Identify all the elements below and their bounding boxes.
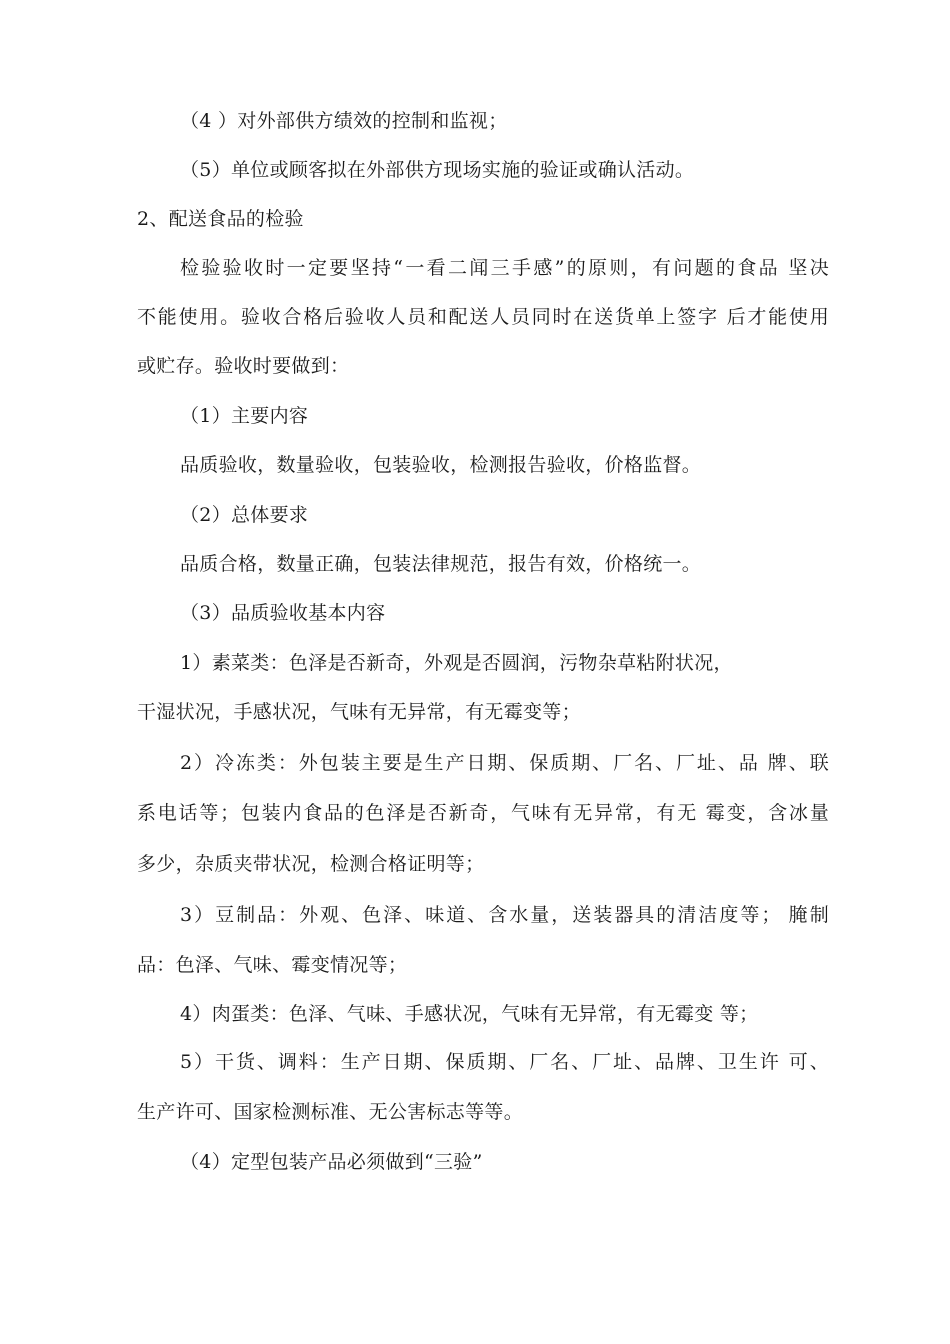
list-item-soy-products: 3）豆制品：外观、色泽、味道、含水量，送装器具的清洁度等； 腌制: [180, 904, 829, 926]
paragraph-line: 系电话等；包装内食品的色泽是否新奇，气味有无异常，有无 霉变，含冰量: [137, 802, 829, 824]
list-item-vegetables: 1）素菜类：色泽是否新奇，外观是否圆润，污物杂草粘附状况，: [180, 652, 733, 674]
subheading-three-checks: （4）定型包装产品必须做到“三验”: [180, 1151, 483, 1173]
paragraph-line: 品质验收，数量验收，包装验收，检测报告验收，价格监督。: [180, 454, 702, 476]
paragraph-line: 或贮存。验收时要做到：: [137, 355, 350, 377]
paragraph-line: 不能使用。验收合格后验收人员和配送人员同时在送货单上签字 后才能使用: [137, 306, 829, 328]
paragraph-line: 多少，杂质夹带状况，检测合格证明等；: [137, 853, 485, 875]
list-item-5-onsite-verification: （5）单位或顾客拟在外部供方现场实施的验证或确认活动。: [180, 159, 695, 181]
paragraph-line: 品：色泽、气味、霉变情况等；: [137, 954, 408, 976]
subheading-general-requirements: （2）总体要求: [180, 504, 309, 526]
subheading-main-content: （1）主要内容: [180, 405, 309, 427]
list-item-meat-eggs: 4）肉蛋类：色泽、气味、手感状况，气味有无异常，有无霉变 等；: [180, 1003, 759, 1025]
paragraph-line: 生产许可、国家检测标准、无公害标志等等。: [137, 1101, 524, 1123]
list-item-frozen: 2）冷冻类：外包装主要是生产日期、保质期、厂名、厂址、品 牌、联: [180, 752, 829, 774]
list-item-dry-goods: 5）干货、调料：生产日期、保质期、厂名、厂址、品牌、卫生许 可、: [180, 1051, 829, 1073]
paragraph-line: 检验验收时一定要坚持“一看二闻三手感”的原则，有问题的食品 坚决: [180, 257, 829, 279]
paragraph-line: 品质合格，数量正确，包装法律规范，报告有效，价格统一。: [180, 553, 702, 575]
list-item-4-supplier-performance: （4 ）对外部供方绩效的控制和监视；: [180, 110, 508, 132]
subheading-quality-inspection: （3）品质验收基本内容: [180, 602, 386, 624]
section-heading-food-inspection: 2、配送食品的检验: [137, 208, 304, 230]
paragraph-line: 干湿状况，手感状况，气味有无异常，有无霉变等；: [137, 701, 581, 723]
